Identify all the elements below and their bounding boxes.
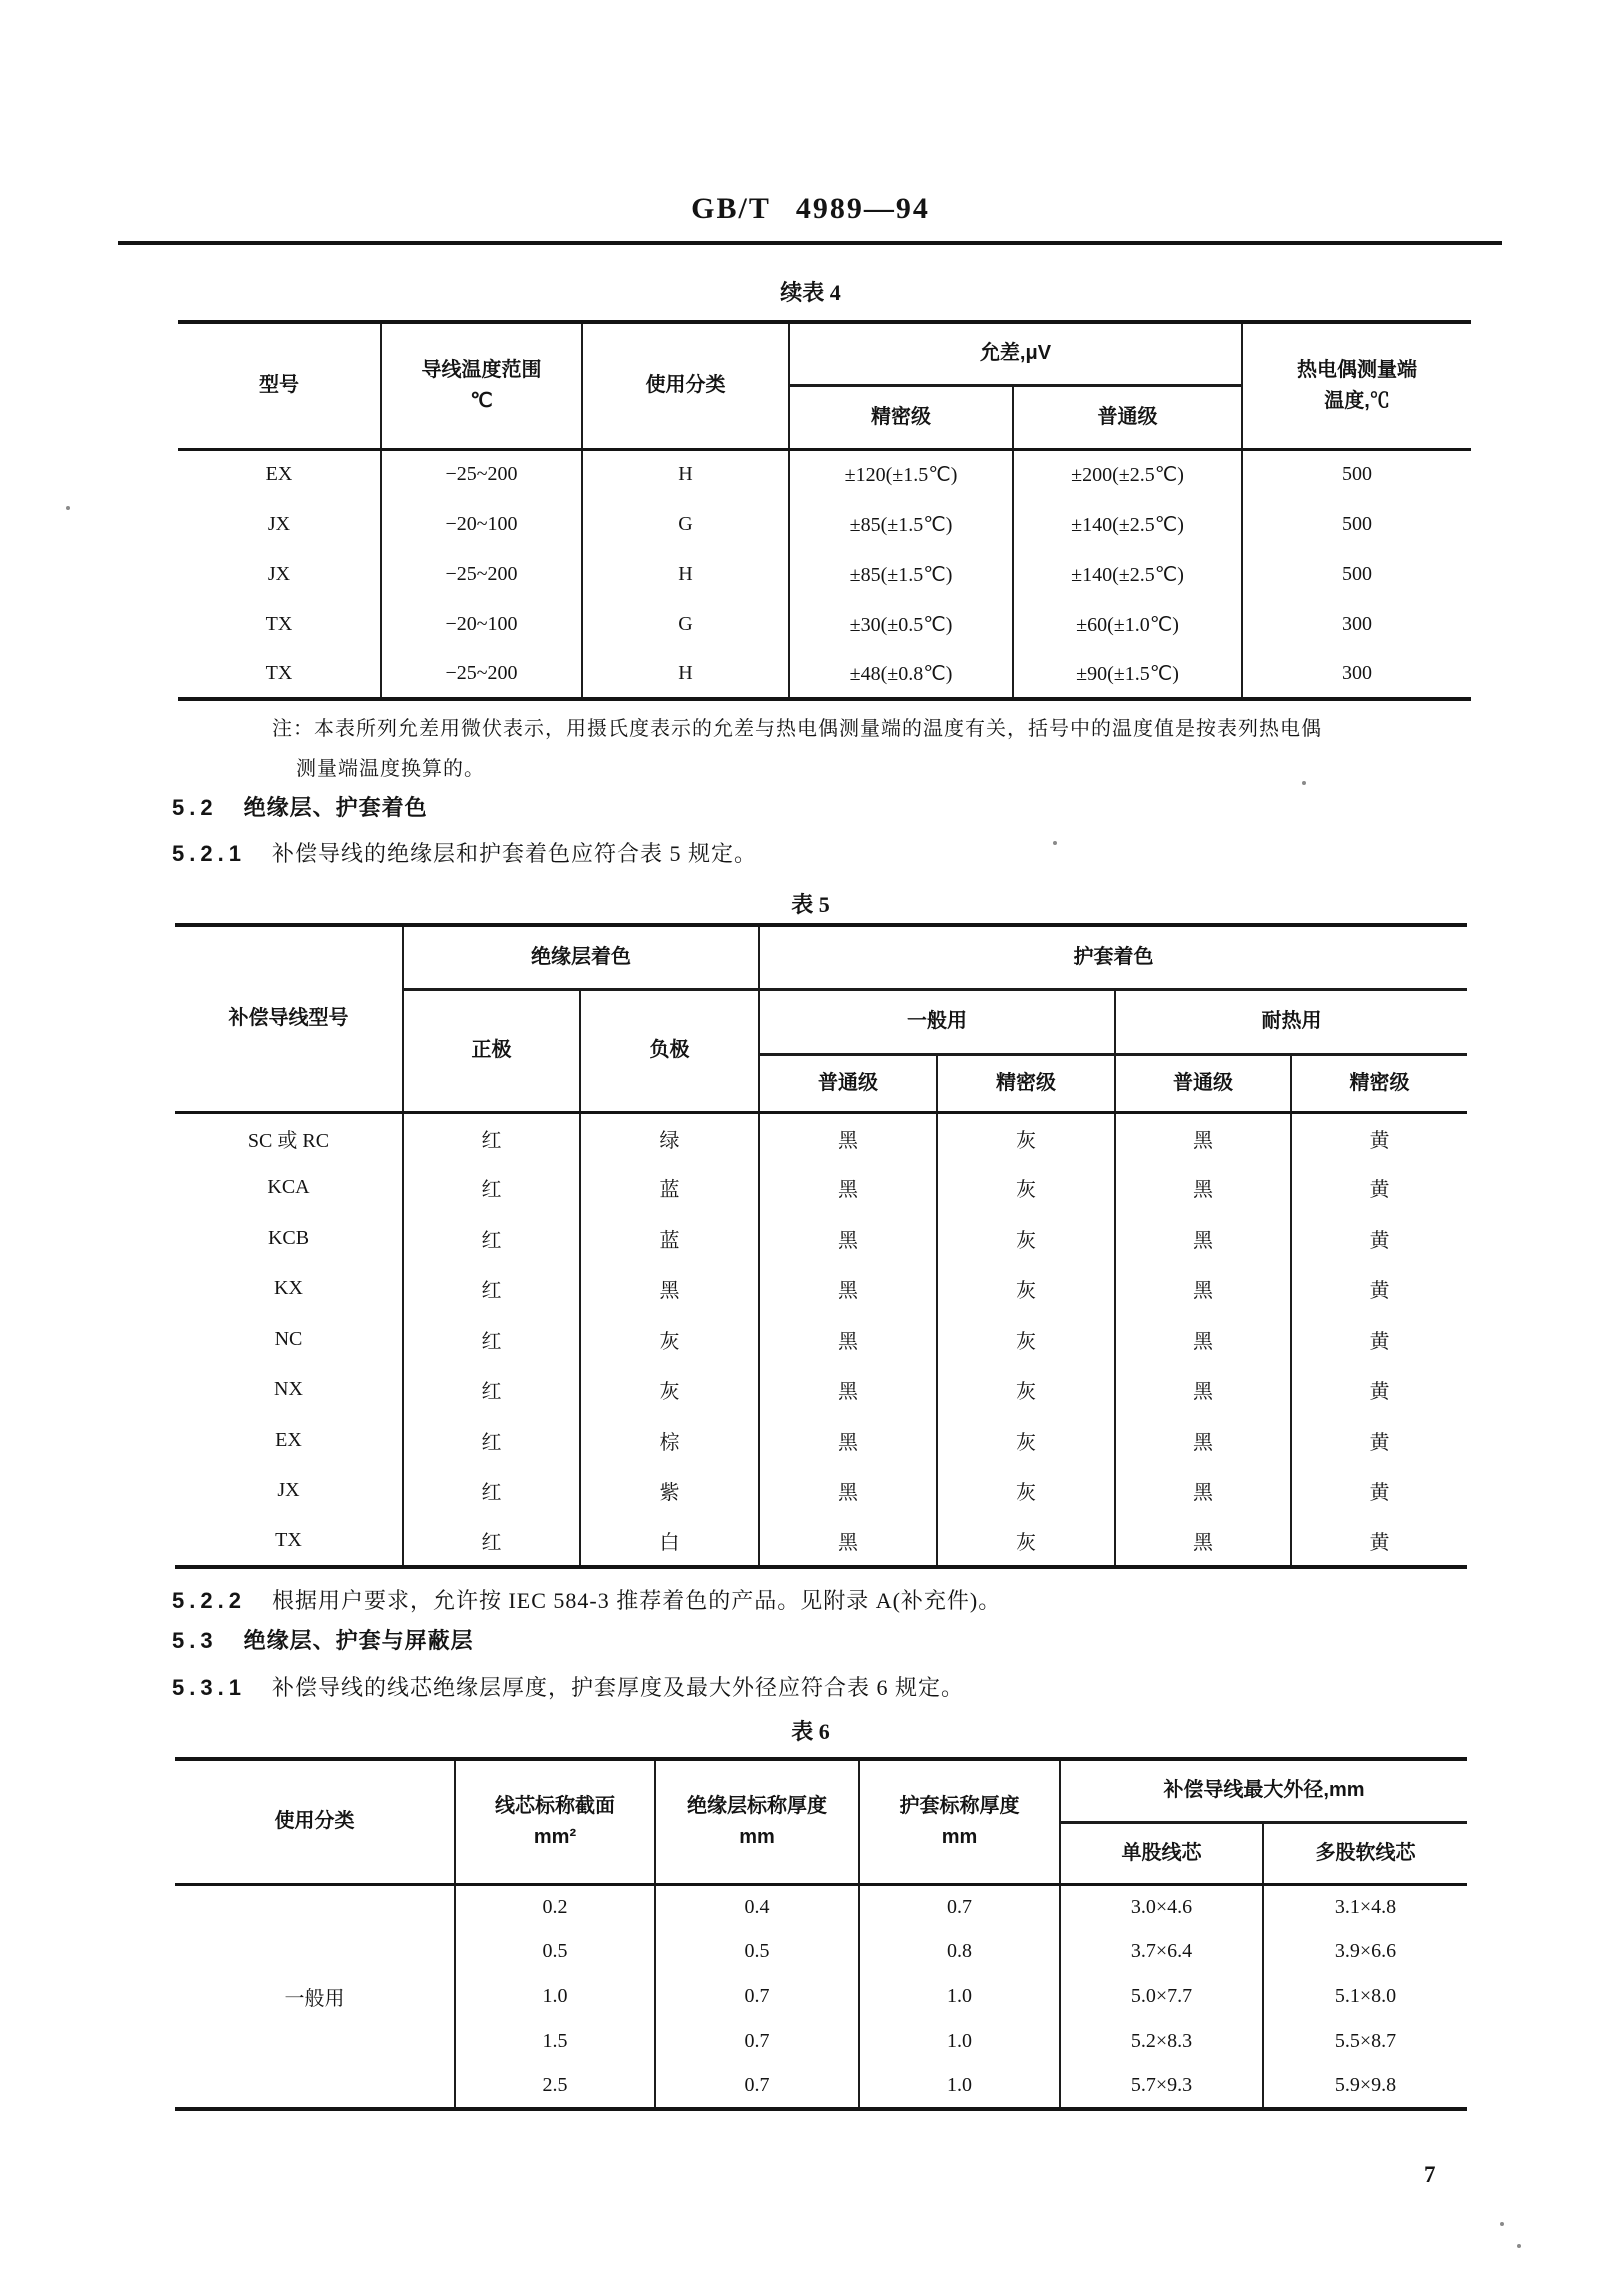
section-5-2-1	[172, 837, 757, 868]
t4-header-temp-range: 导线温度范围 ℃	[381, 322, 582, 449]
t4-header-tolerance: 允差,μV	[789, 322, 1242, 385]
t5-header-precision-1: 精密级	[937, 1054, 1115, 1112]
section-5-2	[172, 791, 428, 822]
table-row: KCB 红 蓝 黑 灰 黑 黄	[175, 1213, 1467, 1264]
table4-note-line-2: 测量端温度换算的。	[296, 758, 485, 780]
t5-header-positive: 正极	[403, 989, 580, 1112]
section-title: 绝缘层、护套与屏蔽层	[243, 1628, 474, 1653]
table-row: JX −25~200 H ±85(±1.5℃) ±140(±2.5℃) 500	[178, 549, 1471, 599]
section-5-3	[172, 1624, 474, 1655]
t4-header-usage: 使用分类	[582, 322, 789, 449]
document-header-title: GB/T 4989—94	[691, 192, 930, 225]
t5-header-general: 一般用	[759, 989, 1115, 1054]
t6-header-max-od: 补偿导线最大外径,mm	[1060, 1759, 1467, 1822]
scan-speck	[1302, 781, 1306, 785]
table-row: KX 红 黑 黑 灰 黑 黄	[175, 1264, 1467, 1315]
table5-caption: 表 5	[791, 892, 830, 917]
scan-speck	[1053, 841, 1057, 845]
section-text: 补偿导线的线芯绝缘层厚度，护套厚度及最大外径应符合表 6 规定。	[271, 1675, 964, 1700]
scan-speck	[1517, 2244, 1521, 2248]
scan-speck	[66, 506, 70, 510]
t5-header-ordinary-1: 普通级	[759, 1054, 937, 1112]
scan-speck	[1500, 2222, 1504, 2226]
table-row: NX 红 灰 黑 灰 黑 黄	[175, 1365, 1467, 1416]
section-number: 5.2	[172, 795, 218, 820]
t6-header-insulation-thickness: 绝缘层标称厚度 mm	[655, 1759, 859, 1884]
table-row: TX −25~200 H ±48(±0.8℃) ±90(±1.5℃) 300	[178, 649, 1471, 699]
table6	[175, 1757, 1467, 2111]
section-5-2-2	[172, 1584, 1001, 1615]
section-text: 补偿导线的绝缘层和护套着色应符合表 5 规定。	[271, 841, 757, 866]
t5-header-insulation: 绝缘层着色	[403, 925, 759, 989]
table-row: TX 红 白 黑 灰 黑 黄	[175, 1516, 1467, 1567]
table5	[175, 923, 1467, 1569]
t5-header-model: 补偿导线型号	[175, 925, 403, 1112]
table4-continued	[178, 320, 1471, 701]
section-number: 5.3	[172, 1628, 218, 1653]
t5-header-precision-2: 精密级	[1291, 1054, 1467, 1112]
table4-note-line-1: 注：本表所列允差用微伏表示，用摄氏度表示的允差与热电偶测量端的温度有关，括号中的温度值是按表列热电偶	[272, 718, 1322, 740]
table6-caption: 表 6	[791, 1719, 830, 1744]
table-row: 一般用 0.2 0.4 0.7 3.0×4.6 3.1×4.8	[175, 1884, 1467, 1929]
page-number: 7	[1424, 2162, 1436, 2187]
t6-header-sheath-thickness: 护套标称厚度 mm	[859, 1759, 1060, 1884]
section-text: 根据用户要求，允许按 IEC 584-3 推荐着色的产品。见附录 A(补充件)。	[271, 1588, 1002, 1613]
header-rule	[118, 241, 1502, 245]
section-5-3-1	[172, 1671, 964, 1702]
table-row: EX 红 棕 黑 灰 黑 黄	[175, 1415, 1467, 1466]
t6-header-cross-section: 线芯标称截面 mm²	[455, 1759, 655, 1884]
table4-caption: 续表 4	[780, 280, 841, 305]
t4-header-junction-temp: 热电偶测量端 温度,℃	[1242, 322, 1471, 449]
t4-header-model: 型号	[178, 322, 381, 449]
table-row: TX −20~100 G ±30(±0.5℃) ±60(±1.0℃) 300	[178, 599, 1471, 649]
table-row: 1.0 0.7 1.0 5.0×7.7 5.1×8.0	[175, 1974, 1467, 2019]
table-row: NC 红 灰 黑 灰 黑 黄	[175, 1314, 1467, 1365]
table-row: JX 红 紫 黑 灰 黑 黄	[175, 1466, 1467, 1517]
table-row: 2.5 0.7 1.0 5.7×9.3 5.9×9.8	[175, 2064, 1467, 2109]
table-row: SC 或 RC 红 绿 黑 灰 黑 黄	[175, 1112, 1467, 1163]
t4-header-precision: 精密级	[789, 385, 1013, 449]
t5-header-ordinary-2: 普通级	[1115, 1054, 1291, 1112]
t6-header-single-core: 单股线芯	[1060, 1822, 1263, 1884]
t6-header-multi-core: 多股软线芯	[1263, 1822, 1467, 1884]
table-row: JX −20~100 G ±85(±1.5℃) ±140(±2.5℃) 500	[178, 499, 1471, 549]
t6-usage-value: 一般用	[284, 1987, 345, 2010]
t4-header-ordinary: 普通级	[1013, 385, 1242, 449]
section-number: 5.2.2	[172, 1588, 246, 1613]
table-row: EX −25~200 H ±120(±1.5℃) ±200(±2.5℃) 500	[178, 449, 1471, 499]
section-title: 绝缘层、护套着色	[243, 795, 428, 820]
table-row: 1.5 0.7 1.0 5.2×8.3 5.5×8.7	[175, 2019, 1467, 2064]
t5-header-sheath: 护套着色	[759, 925, 1467, 989]
table-row: KCA 红 蓝 黑 灰 黑 黄	[175, 1163, 1467, 1214]
t5-header-negative: 负极	[580, 989, 759, 1112]
table-row: 0.5 0.5 0.8 3.7×6.4 3.9×6.6	[175, 1929, 1467, 1974]
section-number: 5.2.1	[172, 841, 246, 866]
t6-header-usage: 使用分类	[175, 1759, 455, 1884]
t5-header-heat-resistant: 耐热用	[1115, 989, 1467, 1054]
section-number: 5.3.1	[172, 1675, 246, 1700]
